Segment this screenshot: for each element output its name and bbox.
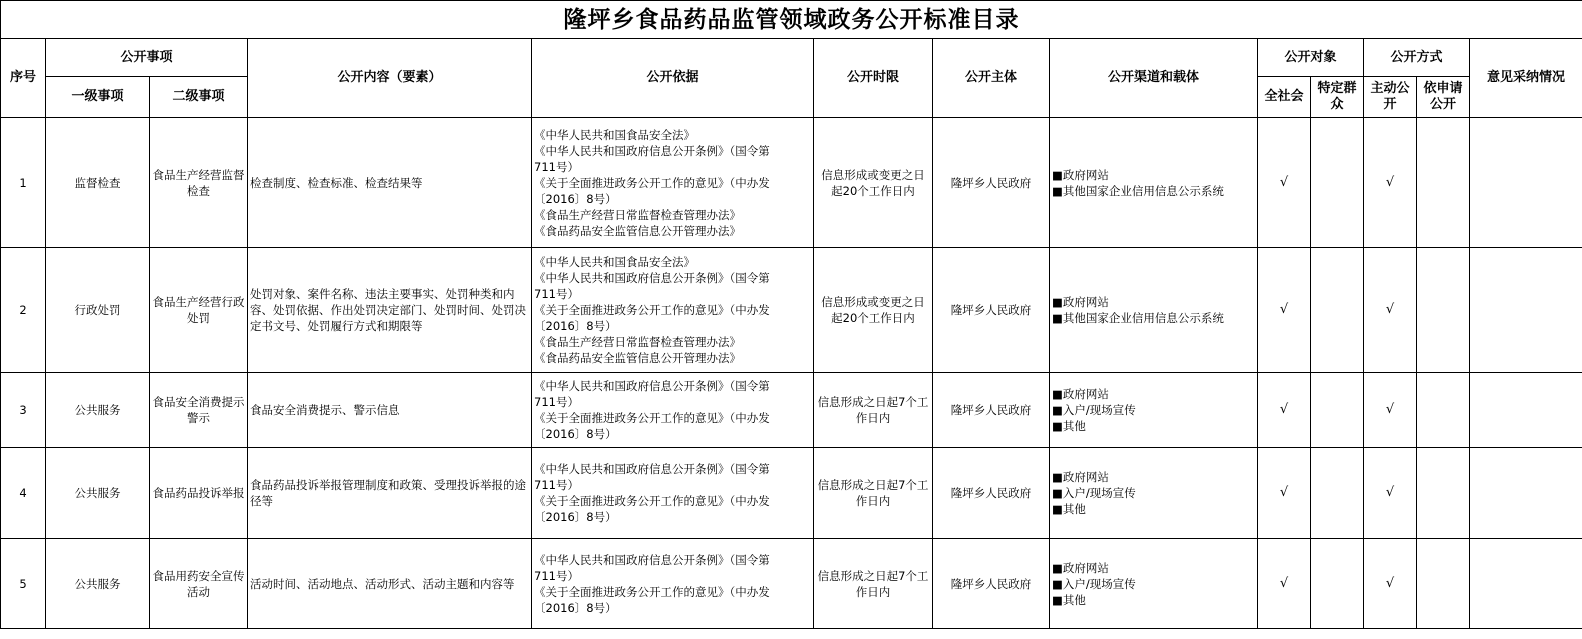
page-title: 隆坪乡食品药品监管领域政务公开标准目录 bbox=[1, 1, 1582, 39]
header-basis: 公开依据 bbox=[532, 39, 814, 118]
channel-item: ■其他 bbox=[1052, 502, 1086, 516]
row-channels bbox=[1050, 448, 1258, 539]
channel-item: ■政府网站 bbox=[1052, 295, 1109, 309]
channel-item: ■政府网站 bbox=[1052, 167, 1109, 182]
row-time: 信息形成或变更之日起20个工作日内 bbox=[814, 118, 933, 248]
row-level1: 公共服务 bbox=[46, 539, 150, 629]
header-content: 公开内容（要素） bbox=[248, 39, 532, 118]
basis-line: 《关于全面推进政务公开工作的意见》（中办发 bbox=[534, 584, 770, 599]
row-level2: 食品生产经营行政处罚 bbox=[150, 248, 248, 373]
row-level1: 行政处罚 bbox=[46, 248, 150, 373]
basis-line: 711号） bbox=[534, 395, 579, 409]
row-subject: 隆坪乡人民政府 bbox=[933, 373, 1050, 448]
row-seq: 3 bbox=[1, 373, 46, 448]
header-on-request: 依申请公开 bbox=[1417, 77, 1470, 118]
check-all-society: √ bbox=[1258, 118, 1311, 248]
basis-line: 《中华人民共和国政府信息公开条例》（国令第 bbox=[534, 462, 770, 476]
cell-feedback bbox=[1470, 373, 1582, 448]
row-level1: 公共服务 bbox=[46, 448, 150, 539]
cell-on-request bbox=[1417, 373, 1470, 448]
check-all-society: √ bbox=[1258, 248, 1311, 373]
header-level1: 一级事项 bbox=[46, 77, 150, 118]
row-time: 信息形成之日起7个工作日内 bbox=[814, 373, 933, 448]
header-time: 公开时限 bbox=[814, 39, 933, 118]
basis-line: 《中华人民共和国政府信息公开条例》（国令第 bbox=[534, 143, 770, 158]
header-audience: 公开对象 bbox=[1258, 39, 1364, 77]
row-time: 信息形成之日起7个工作日内 bbox=[814, 539, 933, 629]
row-level2: 食品生产经营监督检查 bbox=[150, 118, 248, 248]
row-basis bbox=[532, 373, 814, 448]
cell-on-request bbox=[1417, 248, 1470, 373]
header-items: 公开事项 bbox=[46, 39, 248, 77]
basis-line: 《关于全面推进政务公开工作的意见》（中办发 bbox=[534, 494, 770, 508]
channel-item: ■其他 bbox=[1052, 419, 1086, 433]
check-active: √ bbox=[1364, 448, 1417, 539]
row-subject: 隆坪乡人民政府 bbox=[933, 118, 1050, 248]
row-content: 检查制度、检查标准、检查结果等 bbox=[248, 118, 532, 248]
header-all-society: 全社会 bbox=[1258, 77, 1311, 118]
header-active: 主动公开 bbox=[1364, 77, 1417, 118]
header-level2: 二级事项 bbox=[150, 77, 248, 118]
cell-specific-group bbox=[1311, 539, 1364, 629]
channel-item: ■入户/现场宣传 bbox=[1052, 486, 1136, 500]
basis-line: 〔2016〕8号） bbox=[534, 191, 617, 206]
channel-item: ■入户/现场宣传 bbox=[1052, 576, 1136, 591]
row-basis bbox=[532, 118, 814, 248]
row-content: 食品药品投诉举报管理制度和政策、受理投诉举报的途径等 bbox=[248, 448, 532, 539]
row-channels bbox=[1050, 248, 1258, 373]
row-subject: 隆坪乡人民政府 bbox=[933, 539, 1050, 629]
check-active: √ bbox=[1364, 248, 1417, 373]
table-row bbox=[1, 448, 1582, 539]
channel-item: ■政府网站 bbox=[1052, 560, 1109, 575]
channel-item: ■入户/现场宣传 bbox=[1052, 403, 1136, 417]
basis-line: 711号） bbox=[534, 568, 579, 583]
row-content: 处罚对象、案件名称、违法主要事实、处罚种类和内容、处罚依据、作出处罚决定部门、处罚时间、处罚决定书文号、处罚履行方式和期限等 bbox=[248, 248, 532, 373]
channel-item: ■其他 bbox=[1052, 592, 1086, 607]
table-row bbox=[1, 539, 1582, 629]
header-specific-group: 特定群众 bbox=[1311, 77, 1364, 118]
basis-line: 〔2016〕8号） bbox=[534, 319, 617, 333]
check-active: √ bbox=[1364, 118, 1417, 248]
basis-line: 711号） bbox=[534, 159, 579, 174]
row-channels bbox=[1050, 118, 1258, 248]
basis-line: 《中华人民共和国食品安全法》 bbox=[534, 255, 695, 269]
basis-line: 《食品药品安全监管信息公开管理办法》 bbox=[534, 351, 741, 365]
check-active: √ bbox=[1364, 373, 1417, 448]
basis-line: 〔2016〕8号） bbox=[534, 600, 617, 615]
table-row bbox=[1, 248, 1582, 373]
basis-line: 《食品生产经营日常监督检查管理办法》 bbox=[534, 335, 741, 349]
row-level1: 监督检查 bbox=[46, 118, 150, 248]
channel-item: ■政府网站 bbox=[1052, 387, 1109, 401]
cell-feedback bbox=[1470, 448, 1582, 539]
basis-line: 〔2016〕8号） bbox=[534, 510, 617, 524]
cell-feedback bbox=[1470, 248, 1582, 373]
cell-feedback bbox=[1470, 539, 1582, 629]
basis-line: 《中华人民共和国政府信息公开条例》（国令第 bbox=[534, 379, 770, 393]
cell-on-request bbox=[1417, 539, 1470, 629]
cell-specific-group bbox=[1311, 118, 1364, 248]
basis-line: 《关于全面推进政务公开工作的意见》（中办发 bbox=[534, 303, 770, 317]
row-level2: 食品安全消费提示警示 bbox=[150, 373, 248, 448]
basis-line: 《中华人民共和国政府信息公开条例》（国令第 bbox=[534, 552, 770, 567]
cell-on-request bbox=[1417, 448, 1470, 539]
cell-specific-group bbox=[1311, 448, 1364, 539]
row-seq: 4 bbox=[1, 448, 46, 539]
row-subject: 隆坪乡人民政府 bbox=[933, 248, 1050, 373]
basis-line: 《关于全面推进政务公开工作的意见》（中办发 bbox=[534, 411, 770, 425]
row-level2: 食品药品投诉举报 bbox=[150, 448, 248, 539]
row-seq: 2 bbox=[1, 248, 46, 373]
row-level2: 食品用药安全宣传活动 bbox=[150, 539, 248, 629]
channel-item: ■其他国家企业信用信息公示系统 bbox=[1052, 311, 1224, 325]
basis-line: 《中华人民共和国食品安全法》 bbox=[534, 127, 695, 142]
cell-specific-group bbox=[1311, 373, 1364, 448]
check-all-society: √ bbox=[1258, 373, 1311, 448]
check-active: √ bbox=[1364, 539, 1417, 629]
check-all-society: √ bbox=[1258, 539, 1311, 629]
basis-line: 711号） bbox=[534, 287, 579, 301]
basis-line: 《食品药品安全监管信息公开管理办法》 bbox=[534, 223, 741, 238]
row-channels bbox=[1050, 539, 1258, 629]
channel-item: ■其他国家企业信用信息公示系统 bbox=[1052, 183, 1224, 198]
header-seq: 序号 bbox=[1, 39, 46, 118]
row-basis bbox=[532, 448, 814, 539]
cell-specific-group bbox=[1311, 248, 1364, 373]
basis-line: 711号） bbox=[534, 478, 579, 492]
basis-line: 《关于全面推进政务公开工作的意见》（中办发 bbox=[534, 175, 770, 190]
row-channels bbox=[1050, 373, 1258, 448]
row-time: 信息形成之日起7个工作日内 bbox=[814, 448, 933, 539]
cell-feedback bbox=[1470, 118, 1582, 248]
basis-line: 《食品生产经营日常监督检查管理办法》 bbox=[534, 207, 741, 222]
row-basis bbox=[532, 539, 814, 629]
row-subject: 隆坪乡人民政府 bbox=[933, 448, 1050, 539]
cell-on-request bbox=[1417, 118, 1470, 248]
basis-line: 《中华人民共和国政府信息公开条例》（国令第 bbox=[534, 271, 770, 285]
table-row bbox=[1, 373, 1582, 448]
row-seq: 5 bbox=[1, 539, 46, 629]
row-content: 活动时间、活动地点、活动形式、活动主题和内容等 bbox=[248, 539, 532, 629]
row-seq: 1 bbox=[1, 118, 46, 248]
row-content: 食品安全消费提示、警示信息 bbox=[248, 373, 532, 448]
row-level1: 公共服务 bbox=[46, 373, 150, 448]
check-all-society: √ bbox=[1258, 448, 1311, 539]
table-row bbox=[1, 118, 1582, 248]
channel-item: ■政府网站 bbox=[1052, 470, 1109, 484]
header-channel: 公开渠道和载体 bbox=[1050, 39, 1258, 118]
row-basis bbox=[532, 248, 814, 373]
header-method: 公开方式 bbox=[1364, 39, 1470, 77]
header-subject: 公开主体 bbox=[933, 39, 1050, 118]
header-feedback: 意见采纳情况 bbox=[1470, 39, 1582, 118]
row-time: 信息形成或变更之日起20个工作日内 bbox=[814, 248, 933, 373]
basis-line: 〔2016〕8号） bbox=[534, 427, 617, 441]
